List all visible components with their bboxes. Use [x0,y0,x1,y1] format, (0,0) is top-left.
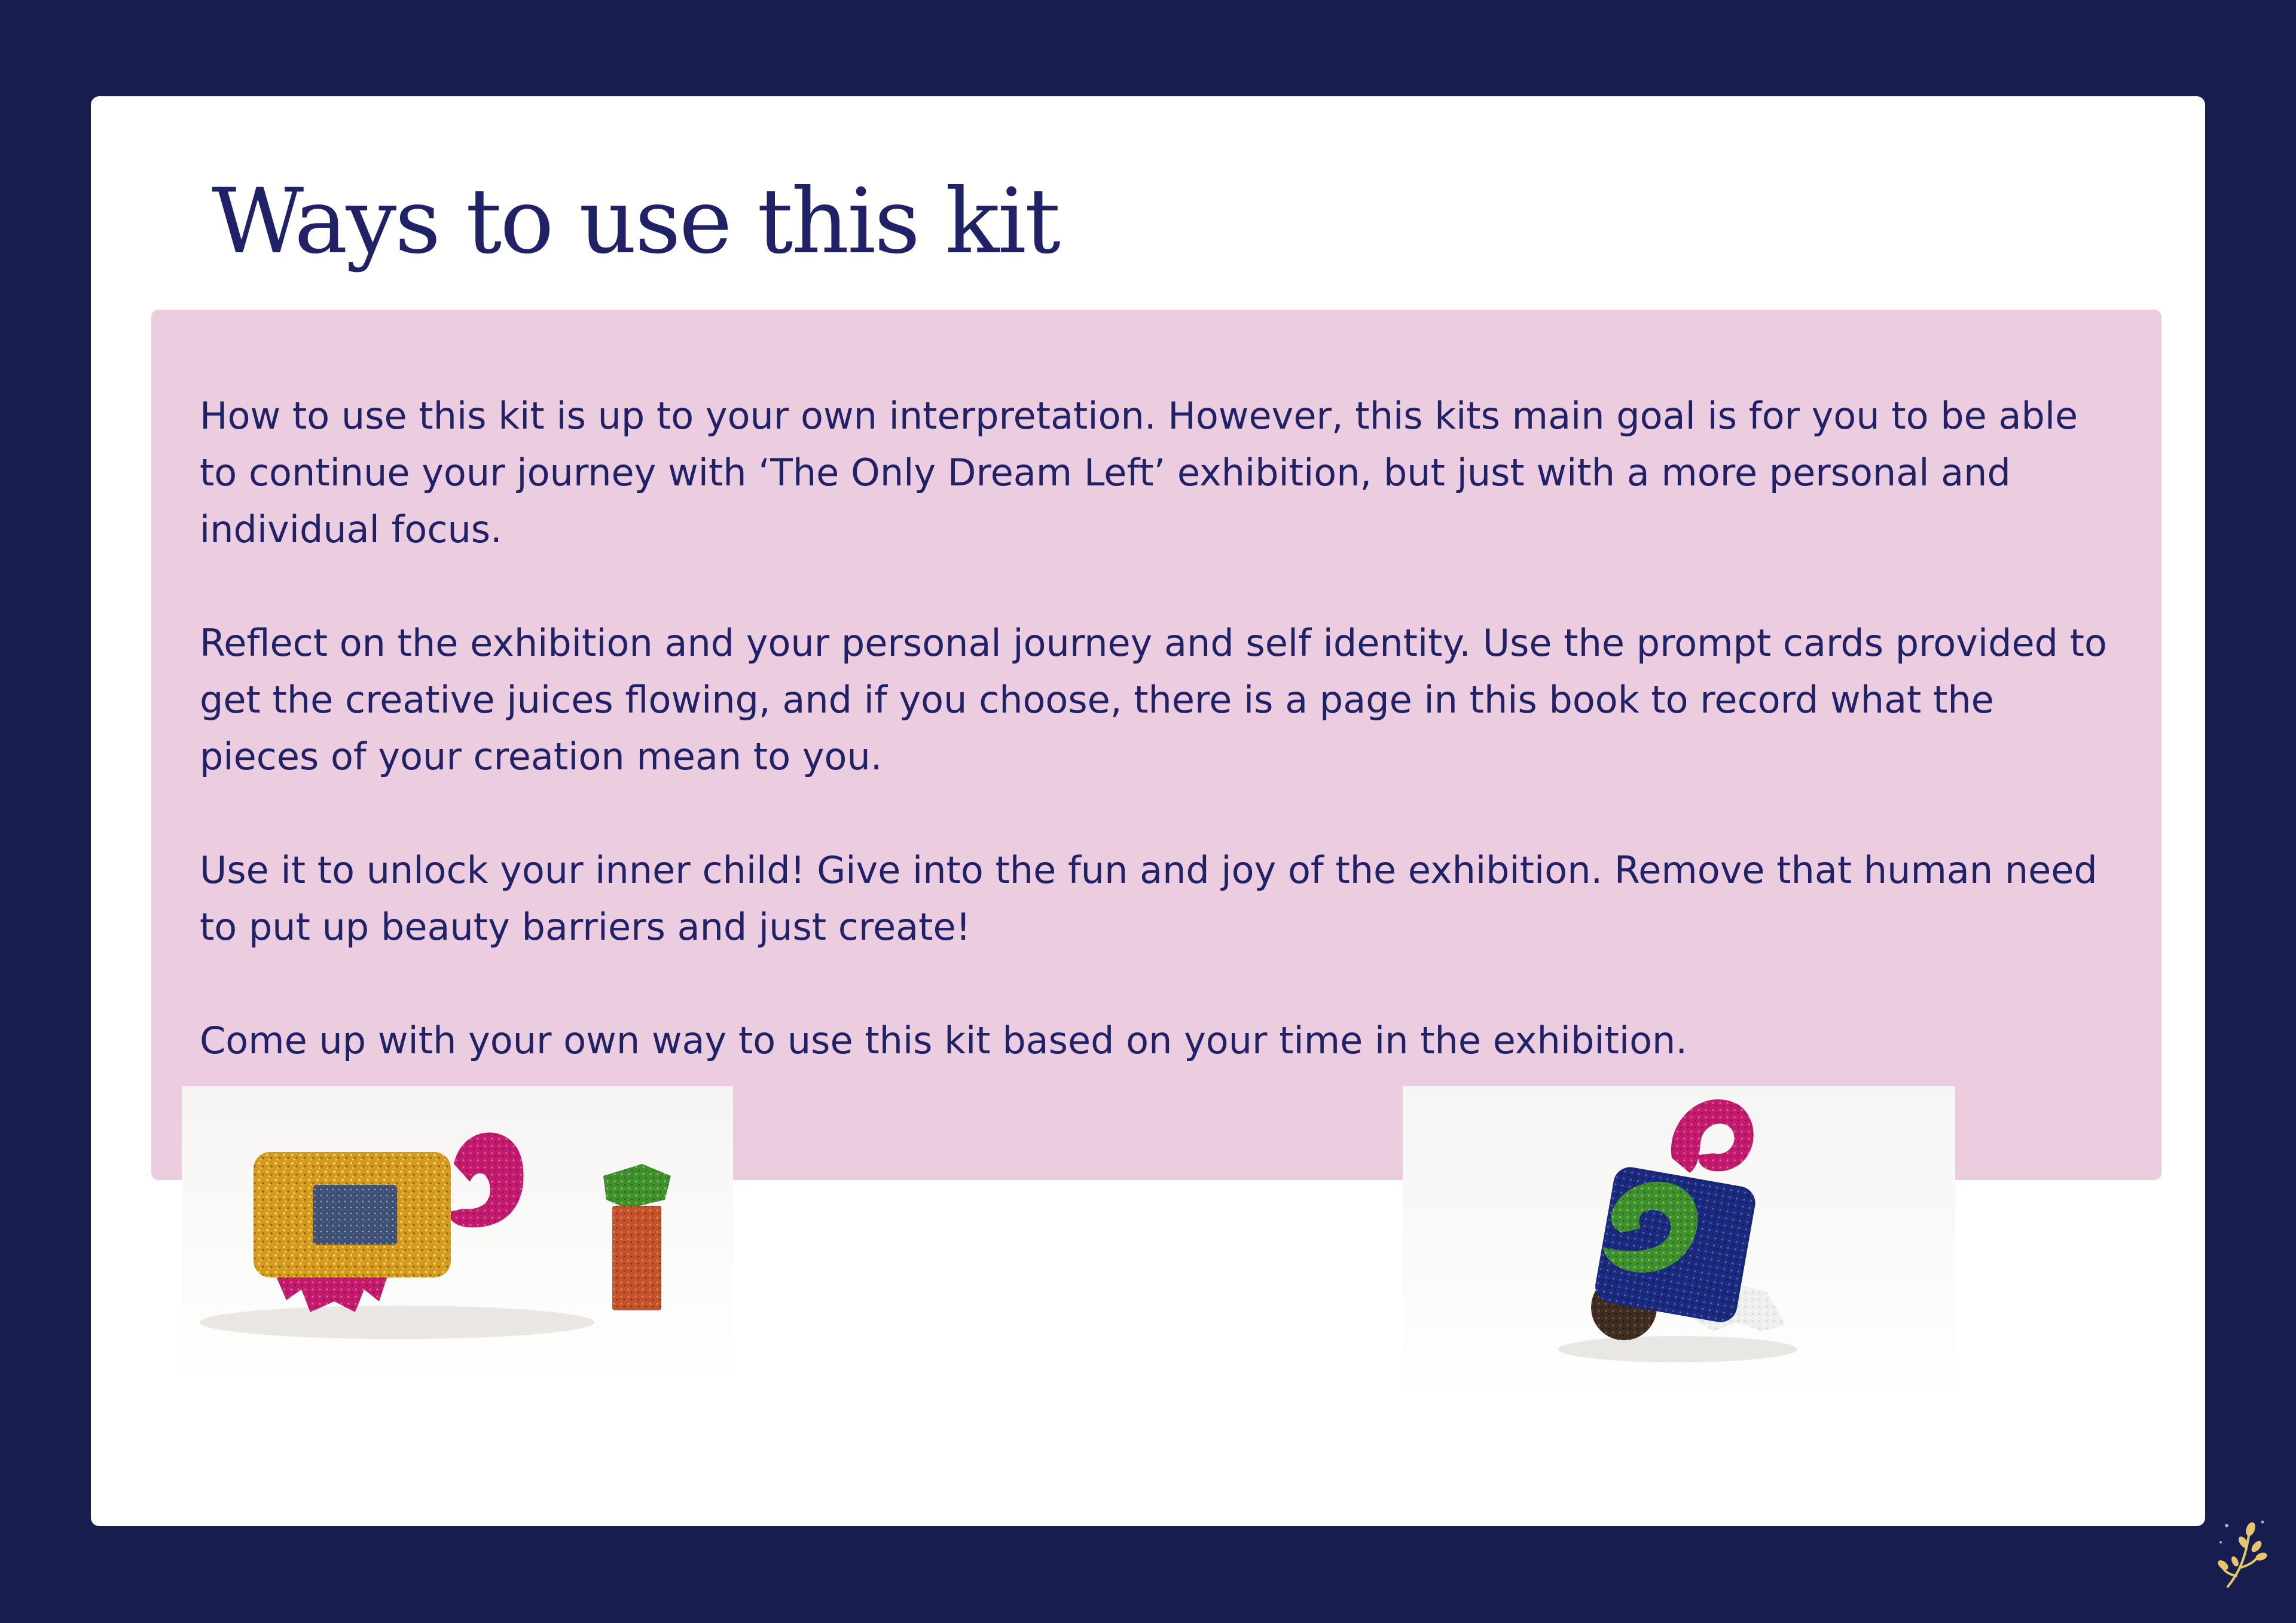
right-sculpture-illustration [1403,1086,1955,1403]
page-title: Ways to use this kit [212,170,1059,274]
paragraph-own-way: Come up with your own way to use this kit based on your time in the exhibition. [200,1019,1688,1062]
left-sculpture-illustration [182,1086,733,1393]
right-sculpture-photo [1403,1086,1955,1403]
gold-branch-emblem-icon [2215,1514,2267,1591]
left-sculpture-photo [182,1086,733,1393]
instructions-panel [151,310,2161,1180]
paragraph-interpretation: How to use this kit is up to your own interpretation. However, this kits main goal is for you to be able to continue your journey with ‘The Only Dream Left’ exhibition, but just with a more personal and individual focus. [200,394,2078,551]
paragraph-inner-child: Use it to unlock your inner child! Give into the fun and joy of the exhibition. Remove that human need to put up beauty barriers and just create! [200,848,2097,949]
paragraph-reflect: Reflect on the exhibition and your personal journey and self identity. Use the prompt cards provided to get the creative juices flowing, and if you choose, there is a page in this book to record what the pieces of your creation mean to you. [200,621,2107,778]
